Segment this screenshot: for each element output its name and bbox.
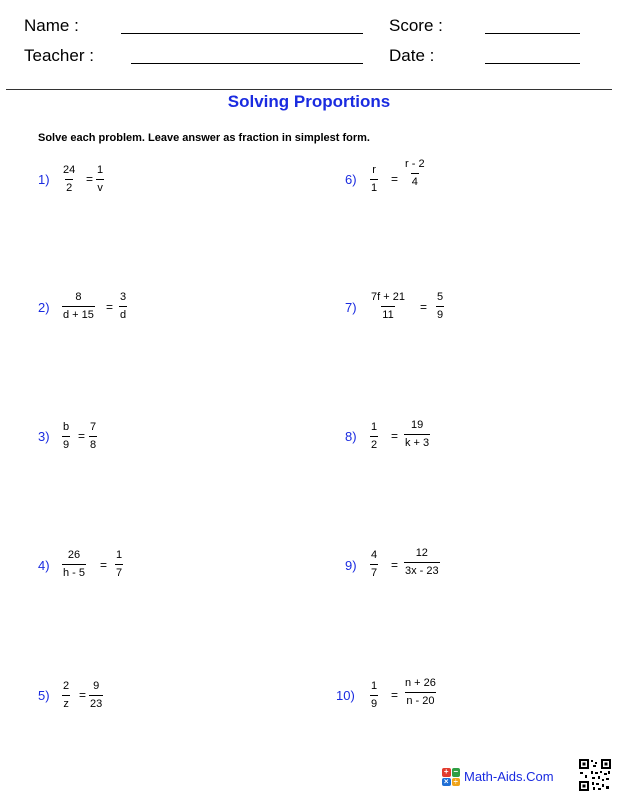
right-fraction-numerator: r - 2: [405, 158, 425, 170]
left-fraction: [62, 681, 70, 710]
problem-number: 5): [38, 688, 50, 703]
left-fraction: [62, 550, 86, 579]
logo-minus: −: [453, 767, 459, 776]
left-fraction: [370, 165, 378, 194]
left-fraction: [62, 165, 76, 194]
left-fraction-numerator: 24: [63, 164, 76, 176]
left-fraction-numerator: 1: [371, 421, 378, 433]
left-fraction-denominator: 7: [370, 564, 378, 579]
left-fraction-denominator: d + 15: [62, 306, 95, 321]
problem-number: 7): [345, 300, 357, 315]
right-fraction-denominator: 4: [411, 173, 419, 188]
left-fraction-numerator: 1: [371, 680, 378, 692]
right-fraction-denominator: 23: [89, 695, 103, 710]
right-fraction: [404, 548, 440, 577]
name-label: Name :: [24, 16, 79, 35]
left-fraction-numerator: 2: [63, 680, 70, 692]
date-field[interactable]: [485, 63, 580, 64]
problem-number: 2): [38, 300, 50, 315]
left-fraction-numerator: 7f + 21: [371, 291, 405, 303]
right-fraction-numerator: 5: [437, 291, 444, 303]
equals-sign: =: [106, 300, 114, 314]
problem-number: 9): [345, 558, 357, 573]
left-fraction-denominator: 1: [370, 179, 378, 194]
left-fraction-numerator: b: [63, 421, 70, 433]
right-fraction: [96, 165, 104, 194]
right-fraction-numerator: 1: [116, 549, 123, 561]
right-fraction-denominator: 9: [436, 306, 444, 321]
right-fraction-denominator: 3x - 23: [404, 562, 440, 577]
equals-sign: =: [100, 558, 108, 572]
left-fraction-denominator: z: [62, 695, 70, 710]
right-fraction: [404, 159, 426, 188]
right-fraction: [436, 292, 444, 321]
left-fraction-denominator: 9: [62, 436, 70, 451]
left-fraction-denominator: 11: [381, 306, 394, 321]
problem-number: 6): [345, 172, 357, 187]
right-fraction: [115, 550, 123, 579]
left-fraction-numerator: 26: [67, 549, 81, 561]
problem-number: 10): [336, 688, 355, 703]
qr-code-icon: [578, 758, 612, 792]
score-field[interactable]: [485, 33, 580, 34]
logo-plus: +: [443, 767, 449, 776]
right-fraction-denominator: 7: [115, 564, 123, 579]
equals-sign: =: [420, 300, 428, 314]
left-fraction: [370, 422, 378, 451]
left-fraction-denominator: 9: [370, 695, 378, 710]
equals-sign: =: [391, 429, 399, 443]
right-fraction: [119, 292, 127, 321]
right-fraction-denominator: 8: [89, 436, 97, 451]
right-fraction-denominator: v: [96, 179, 104, 194]
equals-sign: =: [391, 172, 399, 186]
left-fraction: [370, 550, 378, 579]
left-fraction-denominator: h - 5: [62, 564, 86, 579]
right-fraction-numerator: 3: [120, 291, 127, 303]
instructions: Solve each problem. Leave answer as fraction in simplest form.: [38, 132, 370, 144]
score-label: Score :: [389, 16, 443, 35]
right-fraction-numerator: 7: [90, 421, 97, 433]
equals-sign: =: [78, 429, 86, 443]
logo-divide: ÷: [452, 778, 461, 787]
left-fraction-numerator: 8: [75, 291, 82, 303]
math-aids-logo-icon: [442, 768, 460, 786]
left-fraction-denominator: 2: [370, 436, 378, 451]
left-fraction: [62, 422, 70, 451]
problem-number: 4): [38, 558, 50, 573]
right-fraction-numerator: 1: [97, 164, 104, 176]
footer-brand[interactable]: Math-Aids.Com: [464, 769, 554, 784]
right-fraction-denominator: n - 20: [405, 692, 435, 707]
teacher-field[interactable]: [131, 63, 363, 64]
right-fraction: [404, 420, 430, 449]
problem-number: 1): [38, 172, 50, 187]
header-divider: [6, 89, 612, 90]
name-field[interactable]: [121, 33, 363, 34]
problem-number: 3): [38, 429, 50, 444]
left-fraction: [62, 292, 95, 321]
equals-sign: =: [391, 558, 399, 572]
logo-times: ×: [443, 776, 449, 786]
right-fraction-numerator: n + 26: [405, 677, 436, 689]
equals-sign: =: [391, 688, 399, 702]
date-label: Date :: [389, 46, 435, 65]
right-fraction-numerator: 12: [415, 547, 428, 559]
left-fraction-denominator: 2: [65, 179, 73, 194]
right-fraction-denominator: d: [119, 306, 127, 321]
right-fraction-numerator: 19: [410, 419, 424, 431]
page-title: Solving Proportions: [227, 92, 391, 111]
left-fraction: [370, 292, 406, 321]
equals-sign: =: [79, 688, 87, 702]
right-fraction: [89, 681, 103, 710]
left-fraction-numerator: 4: [371, 549, 378, 561]
right-fraction: [89, 422, 97, 451]
equals-sign: =: [86, 172, 94, 186]
left-fraction-numerator: r: [372, 164, 376, 176]
left-fraction: [370, 681, 378, 710]
right-fraction-numerator: 9: [93, 680, 100, 692]
problem-number: 8): [345, 429, 357, 444]
right-fraction-denominator: k + 3: [404, 434, 430, 449]
teacher-label: Teacher :: [24, 46, 94, 65]
right-fraction: [404, 678, 437, 707]
